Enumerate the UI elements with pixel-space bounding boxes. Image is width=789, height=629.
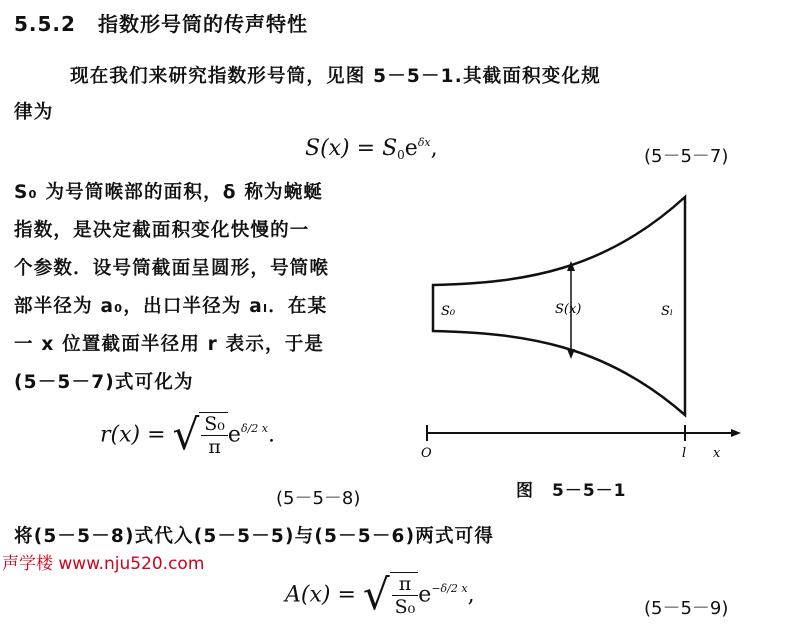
eq3-sqrt: √ $\frac{\pi}{\text{S₀}}$ — [363, 572, 418, 618]
label-sx: S(x) — [555, 302, 582, 317]
eq2-denominator: π — [208, 436, 221, 458]
section-title: 指数形号筒的传声特性 — [97, 12, 308, 36]
eq2-lhs: r(x) = — [100, 422, 173, 448]
equation-number-5-5-7: (5－5－7) — [644, 146, 729, 167]
figure-caption: 图 5－5－1 — [516, 481, 627, 501]
eq1-sub: 0 — [397, 148, 405, 162]
eq2-tail: . — [267, 422, 275, 448]
horn-figure — [405, 185, 755, 470]
eq3-exp: −δ/2 x — [431, 582, 468, 595]
text-line-5: 一 x 位置截面半径用 r 表示，于是 — [14, 334, 325, 355]
site-watermark: 声学楼 www.nju520.com — [2, 554, 205, 574]
eq3-tail: , — [467, 582, 475, 608]
section-number: 5.5.2 — [14, 12, 76, 36]
equation-5-5-8 — [100, 412, 275, 458]
axis-x: x — [713, 446, 721, 461]
axis-l: l — [682, 446, 687, 461]
equation-number-5-5-9: (5－5－9) — [644, 598, 729, 619]
eq1-lhs: S(x) = S — [305, 136, 398, 161]
text-line-1: S₀ 为号筒喉部的面积，δ 称为蜿蜒 — [14, 182, 324, 203]
eq1-base: e — [404, 136, 418, 161]
equation-5-5-7 — [305, 136, 438, 162]
intro-line-2: 律为 — [14, 102, 54, 123]
section-heading — [14, 8, 308, 37]
eq3-lhs: A(x) = — [285, 582, 363, 608]
equation-5-5-9 — [285, 572, 475, 618]
text-line-4: 部半径为 a₀，出口半径为 aₗ．在某 — [14, 296, 328, 317]
substitute-line: 将(5－5－8)式代入(5－5－5)与(5－5－6)两式可得 — [14, 526, 495, 547]
eq2-numerator: S₀ — [201, 413, 228, 436]
eq3-denominator: S₀ — [394, 596, 416, 618]
label-throat: S₀ — [441, 304, 456, 319]
label-mouth: Sₗ — [661, 304, 674, 319]
eq2-base: e — [227, 422, 241, 448]
eq3-base: e — [418, 582, 432, 608]
eq2-exp: δ/2 x — [240, 422, 268, 435]
text-line-3: 个参数．设号筒截面呈圆形，号筒喉 — [14, 258, 330, 279]
eq2-sqrt: √ $\frac{\text{S₀}}{\pi}$ — [173, 412, 228, 458]
text-line-6: (5－5－7)式可化为 — [14, 372, 194, 393]
axis-origin: O — [421, 446, 432, 461]
eq1-tail: , — [430, 136, 438, 161]
text-line-2: 指数，是决定截面积变化快慢的一 — [14, 220, 310, 241]
eq1-exp: δx — [417, 136, 431, 149]
eq3-numerator: π — [392, 573, 419, 596]
intro-line-1: 现在我们来研究指数形号筒，见图 5－5－1.其截面积变化规 — [70, 66, 601, 87]
equation-number-5-5-8: (5－5－8) — [276, 488, 361, 509]
